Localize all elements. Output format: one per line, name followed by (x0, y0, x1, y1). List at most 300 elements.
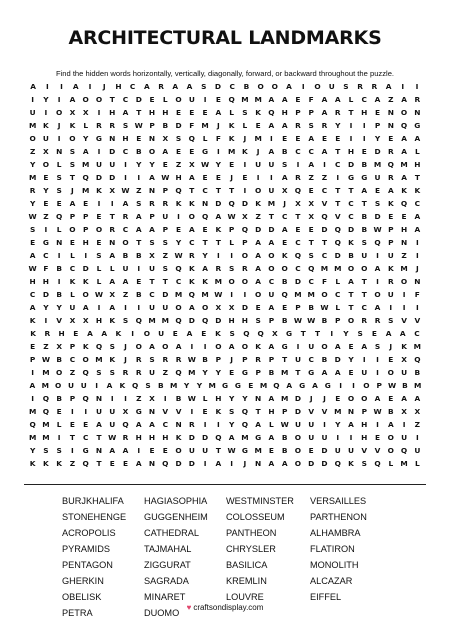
grid-cell[interactable]: S (69, 147, 76, 156)
grid-cell[interactable]: L (242, 121, 248, 130)
grid-cell[interactable]: C (162, 420, 168, 429)
grid-cell[interactable]: E (202, 108, 208, 117)
grid-cell[interactable]: O (271, 82, 278, 91)
grid-cell[interactable]: M (214, 277, 223, 286)
grid-cell[interactable]: Q (241, 407, 249, 416)
grid-cell[interactable]: T (348, 108, 354, 117)
grid-cell[interactable]: Y (202, 251, 208, 260)
grid-cell[interactable]: M (227, 147, 236, 156)
grid-cell[interactable]: O (69, 134, 76, 143)
grid-cell[interactable]: A (122, 199, 129, 208)
grid-cell[interactable]: A (109, 303, 116, 312)
grid-cell[interactable]: D (109, 173, 116, 182)
grid-cell[interactable]: C (122, 225, 129, 234)
grid-cell[interactable]: D (162, 290, 169, 299)
grid-cell[interactable]: I (349, 121, 353, 130)
grid-cell[interactable]: Y (43, 186, 49, 195)
grid-cell[interactable]: E (162, 446, 168, 455)
grid-cell[interactable]: I (336, 433, 340, 442)
grid-cell[interactable]: T (361, 277, 367, 286)
grid-cell[interactable]: F (189, 121, 195, 130)
grid-cell[interactable]: N (400, 238, 408, 247)
grid-cell[interactable]: L (83, 121, 89, 130)
grid-cell[interactable]: A (268, 121, 275, 130)
grid-cell[interactable]: Q (201, 316, 209, 325)
grid-cell[interactable]: W (41, 355, 50, 364)
grid-cell[interactable]: E (56, 199, 62, 208)
grid-cell[interactable]: I (190, 342, 194, 351)
grid-cell[interactable]: K (215, 407, 222, 416)
grid-cell[interactable]: Q (387, 160, 394, 169)
grid-cell[interactable]: B (402, 381, 408, 390)
grid-cell[interactable]: U (334, 446, 341, 455)
grid-cell[interactable]: E (388, 212, 394, 221)
grid-cell[interactable]: C (295, 238, 301, 247)
grid-cell[interactable]: I (216, 420, 220, 429)
grid-cell[interactable]: O (175, 303, 182, 312)
grid-cell[interactable]: L (70, 251, 75, 260)
grid-cell[interactable]: P (255, 368, 261, 377)
grid-cell[interactable]: Y (228, 420, 235, 429)
grid-cell[interactable]: D (294, 407, 302, 416)
grid-cell[interactable]: E (172, 329, 178, 338)
grid-cell[interactable]: A (401, 134, 407, 143)
grid-cell[interactable]: K (228, 121, 235, 130)
grid-cell[interactable]: A (72, 82, 79, 91)
grid-cell[interactable]: R (149, 199, 155, 208)
grid-cell[interactable]: W (201, 160, 210, 169)
grid-cell[interactable]: P (82, 225, 89, 234)
grid-cell[interactable]: E (388, 134, 394, 143)
grid-cell[interactable]: R (122, 368, 129, 377)
grid-cell[interactable]: N (109, 238, 116, 247)
grid-cell[interactable]: Q (135, 316, 142, 325)
grid-cell[interactable]: Y (175, 238, 182, 247)
grid-cell[interactable]: J (124, 342, 127, 351)
grid-cell[interactable]: Y (374, 134, 381, 143)
grid-cell[interactable]: S (374, 199, 381, 208)
grid-cell[interactable]: E (43, 199, 49, 208)
grid-cell[interactable]: R (109, 121, 116, 130)
grid-cell[interactable]: Z (43, 212, 49, 221)
grid-cell[interactable]: O (175, 95, 182, 104)
grid-cell[interactable]: O (387, 368, 394, 377)
grid-cell[interactable]: A (87, 329, 93, 338)
grid-cell[interactable]: M (241, 433, 249, 442)
grid-cell[interactable]: I (84, 251, 88, 260)
grid-cell[interactable]: L (56, 160, 62, 169)
grid-cell[interactable]: P (162, 225, 168, 234)
grid-cell[interactable]: A (374, 394, 381, 403)
grid-cell[interactable]: K (175, 433, 182, 442)
grid-cell[interactable]: G (286, 329, 293, 338)
grid-cell[interactable]: U (29, 108, 36, 117)
grid-cell[interactable]: L (335, 277, 341, 286)
grid-cell[interactable]: P (149, 212, 155, 221)
grid-cell[interactable]: A (143, 82, 150, 91)
grid-cell[interactable]: E (176, 225, 182, 234)
grid-cell[interactable]: N (387, 121, 394, 130)
grid-cell[interactable]: N (148, 134, 156, 143)
grid-cell[interactable]: R (414, 95, 421, 104)
grid-cell[interactable]: Q (308, 264, 315, 273)
grid-cell[interactable]: U (149, 303, 156, 312)
grid-cell[interactable]: N (148, 459, 156, 468)
grid-cell[interactable]: X (295, 199, 301, 208)
grid-cell[interactable]: A (321, 108, 328, 117)
grid-cell[interactable]: K (119, 381, 126, 390)
grid-cell[interactable]: H (228, 316, 235, 325)
grid-cell[interactable]: K (175, 199, 182, 208)
grid-cell[interactable]: I (415, 251, 419, 260)
grid-cell[interactable]: M (254, 134, 262, 143)
grid-cell[interactable]: L (388, 459, 394, 468)
grid-cell[interactable]: A (135, 225, 142, 234)
grid-cell[interactable]: E (348, 342, 354, 351)
grid-cell[interactable]: I (203, 459, 207, 468)
grid-cell[interactable]: J (243, 459, 247, 468)
grid-cell[interactable]: Q (400, 199, 408, 208)
grid-cell[interactable]: X (271, 329, 278, 338)
grid-cell[interactable]: A (268, 342, 275, 351)
grid-cell[interactable]: C (281, 212, 288, 221)
grid-cell[interactable]: B (308, 303, 315, 312)
grid-cell[interactable]: T (69, 433, 75, 442)
grid-cell[interactable]: U (149, 368, 156, 377)
grid-cell[interactable]: P (149, 121, 155, 130)
grid-cell[interactable]: G (281, 342, 288, 351)
grid-cell[interactable]: A (255, 420, 262, 429)
grid-cell[interactable]: H (148, 433, 156, 442)
grid-cell[interactable]: M (161, 316, 169, 325)
grid-cell[interactable]: Q (294, 251, 302, 260)
grid-cell[interactable]: N (56, 147, 63, 156)
grid-cell[interactable]: P (69, 342, 76, 351)
grid-cell[interactable]: U (294, 420, 301, 429)
grid-cell[interactable]: D (202, 433, 209, 442)
grid-cell[interactable]: R (162, 199, 169, 208)
grid-cell[interactable]: U (95, 160, 102, 169)
grid-cell[interactable]: N (387, 108, 394, 117)
grid-cell[interactable]: E (401, 212, 407, 221)
grid-cell[interactable]: O (56, 108, 63, 117)
grid-cell[interactable]: D (175, 121, 182, 130)
grid-cell[interactable]: G (414, 121, 421, 130)
grid-cell[interactable]: A (401, 394, 407, 403)
grid-cell[interactable]: O (175, 446, 182, 455)
grid-cell[interactable]: O (42, 160, 50, 169)
grid-cell[interactable]: N (109, 134, 116, 143)
grid-cell[interactable]: S (361, 459, 367, 468)
grid-cell[interactable]: A (387, 186, 394, 195)
grid-cell[interactable]: P (242, 355, 248, 364)
grid-cell[interactable]: P (29, 355, 36, 364)
grid-cell[interactable]: A (255, 238, 262, 247)
grid-cell[interactable]: Q (82, 368, 89, 377)
grid-cell[interactable]: B (158, 381, 164, 390)
grid-cell[interactable]: D (308, 459, 315, 468)
grid-cell[interactable]: I (97, 199, 101, 208)
grid-cell[interactable]: B (268, 368, 275, 377)
grid-cell[interactable]: E (201, 329, 207, 338)
grid-cell[interactable]: A (385, 82, 392, 91)
grid-cell[interactable]: M (400, 459, 408, 468)
grid-cell[interactable]: D (321, 225, 328, 234)
grid-cell[interactable]: X (69, 108, 76, 117)
grid-cell[interactable]: R (188, 420, 195, 429)
grid-cell[interactable]: Y (242, 394, 248, 403)
grid-cell[interactable]: Y (29, 160, 36, 169)
grid-cell[interactable]: A (401, 173, 407, 182)
grid-cell[interactable]: E (388, 355, 394, 364)
grid-cell[interactable]: Z (136, 186, 142, 195)
grid-cell[interactable]: C (129, 82, 136, 91)
grid-cell[interactable]: C (335, 160, 341, 169)
grid-cell[interactable]: A (82, 147, 89, 156)
grid-cell[interactable]: O (387, 446, 394, 455)
grid-cell[interactable]: A (135, 212, 142, 221)
grid-cell[interactable]: A (348, 420, 354, 429)
grid-cell[interactable]: U (80, 381, 87, 390)
grid-cell[interactable]: V (56, 316, 63, 325)
grid-cell[interactable]: X (56, 342, 63, 351)
grid-cell[interactable]: W (307, 316, 316, 325)
grid-cell[interactable]: M (254, 446, 262, 455)
grid-cell[interactable]: I (44, 225, 48, 234)
grid-cell[interactable]: A (29, 381, 36, 390)
grid-cell[interactable]: L (202, 394, 208, 403)
grid-cell[interactable]: Y (29, 446, 36, 455)
grid-cell[interactable]: Q (82, 459, 89, 468)
grid-cell[interactable]: S (122, 316, 129, 325)
grid-cell[interactable]: A (135, 459, 142, 468)
grid-cell[interactable]: S (149, 238, 155, 247)
grid-cell[interactable]: U (268, 186, 275, 195)
grid-cell[interactable]: B (281, 446, 288, 455)
grid-cell[interactable]: W (373, 225, 382, 234)
grid-cell[interactable]: N (56, 238, 63, 247)
grid-cell[interactable]: C (361, 95, 367, 104)
grid-cell[interactable]: U (162, 212, 169, 221)
grid-cell[interactable]: I (376, 355, 379, 364)
grid-cell[interactable]: I (349, 134, 353, 143)
grid-cell[interactable]: W (373, 407, 382, 416)
grid-cell[interactable]: A (109, 251, 116, 260)
grid-cell[interactable]: A (374, 264, 381, 273)
grid-cell[interactable]: Y (215, 368, 222, 377)
grid-cell[interactable]: N (95, 394, 103, 403)
grid-cell[interactable]: T (348, 303, 354, 312)
grid-cell[interactable]: O (122, 238, 129, 247)
grid-cell[interactable]: U (255, 160, 262, 169)
grid-cell[interactable]: Q (241, 420, 249, 429)
grid-cell[interactable]: O (361, 264, 368, 273)
grid-cell[interactable]: W (293, 316, 303, 325)
grid-cell[interactable]: G (202, 147, 209, 156)
grid-cell[interactable]: Q (175, 368, 182, 377)
grid-cell[interactable]: X (82, 316, 89, 325)
grid-cell[interactable]: L (348, 95, 354, 104)
grid-cell[interactable]: E (229, 368, 235, 377)
grid-cell[interactable]: B (281, 433, 288, 442)
grid-cell[interactable]: A (387, 420, 394, 429)
grid-cell[interactable]: P (295, 108, 301, 117)
grid-cell[interactable]: Z (162, 251, 168, 260)
grid-cell[interactable]: Q (188, 134, 195, 143)
grid-cell[interactable]: B (361, 160, 368, 169)
grid-cell[interactable]: K (115, 329, 122, 338)
grid-cell[interactable]: Y (335, 121, 341, 130)
grid-cell[interactable]: I (376, 420, 379, 429)
grid-cell[interactable]: A (348, 277, 354, 286)
grid-cell[interactable]: I (88, 82, 92, 91)
grid-cell[interactable]: W (320, 303, 329, 312)
grid-cell[interactable]: X (414, 407, 421, 416)
letter-grid[interactable] (26, 80, 424, 470)
grid-cell[interactable]: X (122, 407, 129, 416)
grid-cell[interactable]: I (415, 238, 419, 247)
grid-cell[interactable]: E (371, 329, 377, 338)
grid-cell[interactable]: V (401, 316, 407, 325)
grid-cell[interactable]: C (29, 290, 36, 299)
grid-cell[interactable]: H (347, 147, 355, 156)
grid-cell[interactable]: N (95, 446, 103, 455)
grid-cell[interactable]: S (96, 251, 102, 260)
grid-cell[interactable]: H (109, 108, 116, 117)
grid-cell[interactable]: I (376, 368, 379, 377)
grid-cell[interactable]: I (57, 95, 61, 104)
grid-cell[interactable]: I (110, 394, 114, 403)
grid-cell[interactable]: M (174, 290, 183, 299)
grid-cell[interactable]: J (124, 355, 127, 364)
grid-cell[interactable]: A (401, 95, 407, 104)
grid-cell[interactable]: V (321, 199, 328, 208)
grid-cell[interactable]: O (135, 342, 142, 351)
grid-cell[interactable]: S (43, 446, 49, 455)
grid-cell[interactable]: I (137, 446, 141, 455)
grid-cell[interactable]: B (361, 225, 368, 234)
grid-cell[interactable]: L (414, 147, 420, 156)
grid-cell[interactable]: E (73, 329, 79, 338)
grid-cell[interactable]: J (309, 394, 313, 403)
grid-cell[interactable]: I (57, 134, 61, 143)
grid-cell[interactable]: B (387, 407, 394, 416)
grid-cell[interactable]: E (202, 225, 208, 234)
grid-cell[interactable]: A (286, 381, 293, 390)
grid-cell[interactable]: U (268, 160, 275, 169)
grid-cell[interactable]: Z (401, 251, 407, 260)
grid-cell[interactable]: I (60, 82, 63, 91)
grid-cell[interactable]: O (268, 251, 275, 260)
grid-cell[interactable]: X (401, 355, 407, 364)
grid-cell[interactable]: P (268, 316, 275, 325)
grid-cell[interactable]: M (254, 95, 262, 104)
grid-cell[interactable]: H (268, 407, 275, 416)
grid-cell[interactable]: P (162, 186, 168, 195)
grid-cell[interactable]: I (44, 108, 48, 117)
grid-cell[interactable]: A (401, 147, 407, 156)
grid-cell[interactable]: Z (69, 459, 76, 468)
grid-cell[interactable]: A (149, 173, 155, 182)
grid-cell[interactable]: U (361, 368, 368, 377)
grid-cell[interactable]: S (343, 82, 349, 91)
grid-cell[interactable]: P (388, 225, 394, 234)
grid-cell[interactable]: E (321, 134, 327, 143)
grid-cell[interactable]: V (334, 212, 341, 221)
grid-cell[interactable]: S (56, 186, 62, 195)
grid-cell[interactable]: U (158, 329, 165, 338)
grid-cell[interactable]: O (241, 251, 249, 260)
grid-cell[interactable]: T (189, 186, 195, 195)
grid-cell[interactable]: G (361, 173, 368, 182)
grid-cell[interactable]: O (228, 277, 235, 286)
grid-cell[interactable]: O (143, 329, 150, 338)
grid-cell[interactable]: O (148, 147, 156, 156)
grid-cell[interactable]: G (241, 368, 248, 377)
grid-cell[interactable]: O (82, 95, 89, 104)
grid-cell[interactable]: A (149, 225, 155, 234)
grid-cell[interactable]: W (280, 420, 289, 429)
grid-cell[interactable]: W (174, 251, 183, 260)
grid-cell[interactable]: A (281, 173, 288, 182)
grid-cell[interactable]: K (30, 329, 36, 338)
grid-cell[interactable]: Y (335, 420, 341, 429)
grid-cell[interactable]: I (323, 160, 326, 169)
grid-cell[interactable]: Q (268, 108, 275, 117)
grid-cell[interactable]: A (255, 251, 262, 260)
grid-cell[interactable]: X (82, 108, 89, 117)
grid-cell[interactable]: E (30, 238, 36, 247)
grid-cell[interactable]: D (347, 225, 355, 234)
grid-cell[interactable]: X (228, 303, 235, 312)
grid-cell[interactable]: E (295, 225, 301, 234)
grid-cell[interactable]: E (388, 394, 394, 403)
grid-cell[interactable]: I (97, 108, 101, 117)
grid-cell[interactable]: A (281, 225, 288, 234)
grid-cell[interactable]: A (321, 147, 328, 156)
grid-cell[interactable]: E (122, 459, 129, 468)
grid-cell[interactable]: I (190, 407, 194, 416)
grid-cell[interactable]: R (295, 121, 301, 130)
grid-cell[interactable]: A (268, 147, 275, 156)
grid-cell[interactable]: U (414, 446, 421, 455)
grid-cell[interactable]: R (387, 147, 394, 156)
grid-cell[interactable]: C (122, 95, 129, 104)
grid-cell[interactable]: M (334, 407, 342, 416)
grid-cell[interactable]: E (202, 173, 208, 182)
grid-cell[interactable]: G (241, 446, 248, 455)
grid-cell[interactable]: K (215, 225, 222, 234)
grid-cell[interactable]: I (203, 95, 207, 104)
grid-cell[interactable]: I (216, 147, 220, 156)
grid-cell[interactable]: H (82, 238, 89, 247)
grid-cell[interactable]: E (375, 108, 381, 117)
grid-cell[interactable]: I (401, 82, 405, 91)
grid-cell[interactable]: N (414, 108, 421, 117)
grid-cell[interactable]: I (415, 433, 419, 442)
grid-cell[interactable]: O (82, 355, 89, 364)
grid-cell[interactable]: R (188, 251, 195, 260)
grid-cell[interactable]: I (203, 420, 207, 429)
grid-cell[interactable]: J (230, 355, 233, 364)
grid-cell[interactable]: L (162, 95, 168, 104)
grid-cell[interactable]: A (334, 95, 341, 104)
grid-cell[interactable]: D (135, 95, 142, 104)
grid-cell[interactable]: K (215, 329, 221, 338)
grid-cell[interactable]: I (402, 290, 406, 299)
grid-cell[interactable]: A (312, 381, 318, 390)
grid-cell[interactable]: D (321, 459, 328, 468)
